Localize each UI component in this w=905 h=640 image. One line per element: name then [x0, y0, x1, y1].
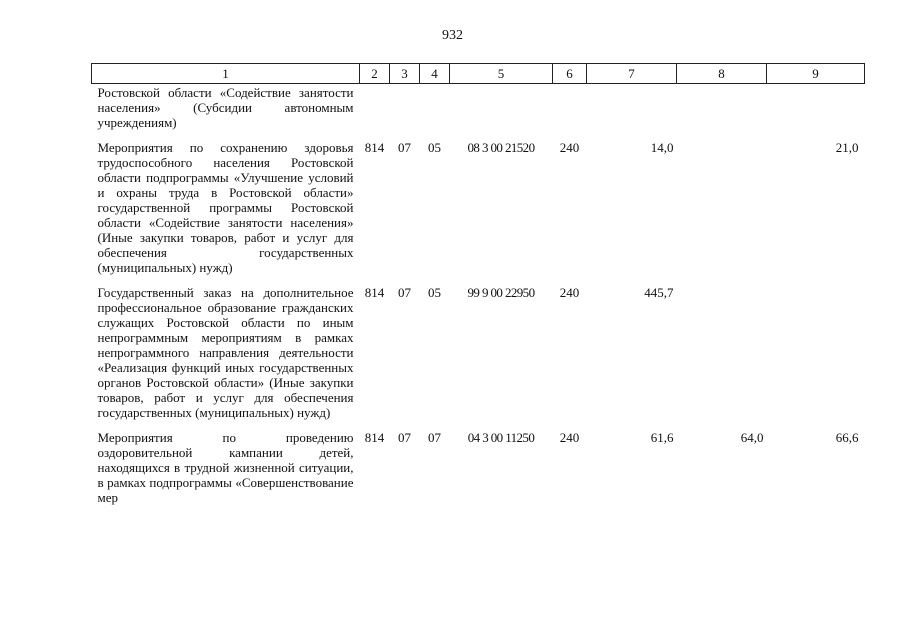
amount-col7: 14,0	[650, 140, 674, 155]
amount-col7: 445,7	[644, 285, 674, 300]
row-description: Мероприятия по сохранению здоровья трудоспособного населения Ростовской области подпрограммы «Улучшение условий и охраны труда в Ростовской области» государственной программы Ростовской области «Содействие занятости населения» (Иные закупки товаров, работ и услуг для обеспечения государственных (муниципальных) нужд)	[97, 140, 354, 275]
ministry-code: 814	[364, 430, 385, 445]
amount-col8	[677, 275, 767, 420]
row-description: Ростовской области «Содействие занятости населения» (Субсидии автономным учреждениям)	[97, 85, 354, 130]
ministry-code: 814	[364, 140, 385, 155]
page-number: 932	[442, 28, 463, 43]
target-article-code: 04 3 00 11250	[467, 430, 535, 445]
expense-type-code: 240	[559, 140, 580, 155]
section-code: 07	[398, 140, 411, 155]
section-code: 07	[398, 285, 411, 300]
column-header: 2	[360, 64, 390, 84]
section-code: 07	[398, 430, 411, 445]
amount-col9	[767, 84, 865, 131]
row-description: Мероприятия по проведению оздоровительной кампании детей, находящихся в трудной жизненной ситуации, в рамках подпрограммы «Совершенствование мер	[97, 430, 354, 505]
column-header: 1	[92, 64, 360, 84]
row-description: Государственный заказ на дополнительное профессиональное образование гражданских служащих Ростовской области по иным непрограммным мероприятиям в рамках непрограммного направления деятельности «Реализация функций иных государственных органов Ростовской области» (Иные закупки товаров, работ и услуг для обеспечения государственных (муниципальных) нужд)	[97, 285, 354, 420]
budget-table	[91, 63, 865, 505]
expense-type-code: 240	[559, 285, 580, 300]
target-article-code	[450, 84, 553, 131]
amount-col8	[677, 84, 767, 131]
amount-col9: 66,6	[835, 430, 859, 445]
column-header: 8	[677, 64, 767, 84]
section-code	[390, 84, 420, 131]
column-header: 4	[420, 64, 450, 84]
ministry-code: 814	[364, 285, 385, 300]
amount-col9	[767, 275, 865, 420]
column-header: 3	[390, 64, 420, 84]
header-row	[92, 64, 865, 84]
expense-type-code: 240	[559, 430, 580, 445]
column-header: 5	[450, 64, 553, 84]
table-row	[92, 275, 865, 420]
subsection-code: 05	[428, 140, 441, 155]
amount-col8	[677, 130, 767, 275]
table-row	[92, 84, 865, 131]
column-header: 9	[767, 64, 865, 84]
column-header: 6	[553, 64, 587, 84]
target-article-code: 99 9 00 22950	[467, 285, 535, 300]
amount-col7	[587, 84, 677, 131]
table-row	[92, 130, 865, 275]
subsection-code	[420, 84, 450, 131]
column-header: 7	[587, 64, 677, 84]
amount-col7: 61,6	[650, 430, 674, 445]
table-header	[92, 64, 865, 84]
target-article-code: 08 3 00 21520	[467, 140, 535, 155]
amount-col8: 64,0	[740, 430, 764, 445]
subsection-code: 05	[428, 285, 441, 300]
expense-type-code	[553, 84, 587, 131]
amount-col9: 21,0	[835, 140, 859, 155]
table-row	[92, 420, 865, 505]
ministry-code	[360, 84, 390, 131]
subsection-code: 07	[428, 430, 441, 445]
